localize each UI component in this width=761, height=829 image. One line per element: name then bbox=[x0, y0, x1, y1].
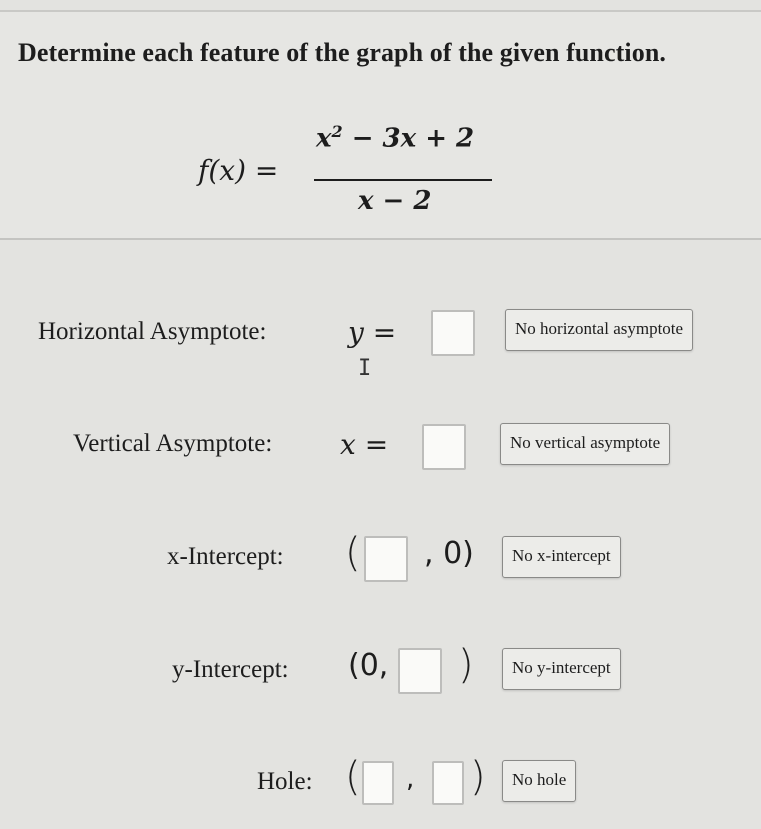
no-y-intercept-button[interactable]: No y-intercept bbox=[502, 648, 621, 690]
y-intercept-input[interactable] bbox=[398, 648, 442, 694]
no-x-intercept-button[interactable]: No x-intercept bbox=[502, 536, 621, 578]
hole-close-paren: ) bbox=[470, 754, 486, 800]
no-horizontal-asymptote-button[interactable]: No horizontal asymptote bbox=[505, 309, 693, 351]
hole-y-input[interactable] bbox=[432, 761, 464, 805]
no-vertical-asymptote-button[interactable]: No vertical asymptote bbox=[500, 423, 670, 465]
x-intercept-label: x-Intercept: bbox=[167, 543, 284, 570]
x-intercept-tail: , 0) bbox=[424, 536, 474, 571]
horizontal-asymptote-input[interactable] bbox=[431, 310, 475, 356]
function-lhs: f(x) = bbox=[198, 154, 279, 187]
y-intercept-label: y-Intercept: bbox=[172, 656, 289, 683]
function-formula bbox=[198, 116, 518, 226]
hole-open-paren: ( bbox=[345, 754, 361, 800]
vertical-asymptote-label: Vertical Asymptote: bbox=[73, 430, 273, 457]
fraction-bar bbox=[314, 179, 492, 181]
x-intercept-open-paren: ( bbox=[345, 530, 361, 576]
horizontal-asymptote-math: y = bbox=[348, 316, 397, 349]
hole-comma: , bbox=[406, 764, 415, 794]
no-hole-button[interactable]: No hole bbox=[502, 760, 576, 802]
hole-label: Hole: bbox=[257, 768, 313, 795]
hole-x-input[interactable] bbox=[362, 761, 394, 805]
function-numerator: $x^2 - 3x + 2$ bbox=[316, 122, 475, 154]
question-header bbox=[0, 12, 761, 240]
y-intercept-head: (0, bbox=[348, 648, 389, 683]
horizontal-asymptote-label: Horizontal Asymptote: bbox=[38, 318, 267, 345]
y-intercept-close-paren: ) bbox=[458, 642, 474, 688]
x-intercept-input[interactable] bbox=[364, 536, 408, 582]
vertical-asymptote-math: x = bbox=[340, 428, 389, 461]
text-cursor-icon: I bbox=[358, 356, 372, 381]
question-prompt: Determine each feature of the graph of the given function. bbox=[18, 38, 666, 67]
vertical-asymptote-input[interactable] bbox=[422, 424, 466, 470]
function-denominator: x − 2 bbox=[358, 186, 432, 216]
